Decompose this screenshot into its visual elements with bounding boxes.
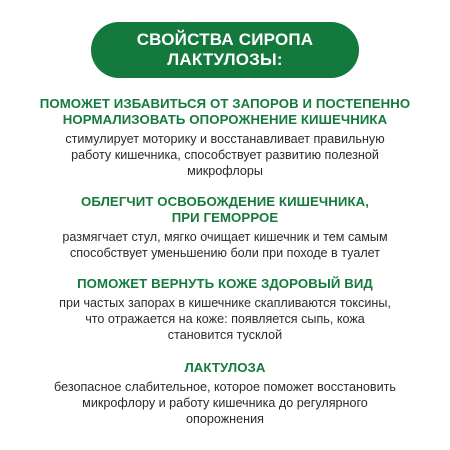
property-section-lactulose (0, 360, 450, 427)
section-heading (0, 96, 450, 128)
section-heading-line: ПОМОЖЕТ ИЗБАВИТЬСЯ ОТ ЗАПОРОВ И ПОСТЕПЕННО (39, 96, 411, 111)
section-text-line: размягчает стул, мягко очищает кишечник и тем самым (62, 230, 388, 244)
section-heading-line: НОРМАЛИЗОВАТЬ ОПОРОЖНЕНИЕ КИШЕЧНИКА (62, 112, 388, 127)
section-text-line: способствует уменьшению боли при походе в туалет (69, 246, 381, 260)
section-text-line: работу кишечника, способствует развитию полезной (71, 148, 379, 162)
section-heading-line: ЛАКТУЛОЗА (184, 360, 266, 375)
title-banner (91, 22, 359, 78)
title-line-2: ЛАКТУЛОЗЫ: (167, 50, 283, 69)
property-section-constipation (0, 96, 450, 179)
section-text (0, 295, 450, 343)
section-heading-line: ОБЛЕГЧИТ ОСВОБОЖДЕНИЕ КИШЕЧНИКА, (80, 194, 370, 209)
title-line-1: СВОЙСТВА СИРОПА (136, 30, 314, 49)
section-text-line: становится тусклой (167, 328, 283, 342)
section-text-line: микрофлору и работу кишечника до регулярного (82, 396, 368, 410)
section-heading-line: ПОМОЖЕТ ВЕРНУТЬ КОЖЕ ЗДОРОВЫЙ ВИД (77, 276, 373, 291)
section-text-line: микрофлоры (187, 164, 263, 178)
section-text (0, 131, 450, 179)
section-heading (0, 276, 450, 292)
section-text-line: стимулирует моторику и восстанавливает правильную (65, 132, 385, 146)
section-text-line: при частых запорах в кишечнике скапливаются токсины, (59, 296, 391, 310)
section-text-line: безопасное слабительное, которое поможет восстановить (54, 380, 396, 394)
section-heading (0, 360, 450, 376)
section-text (0, 229, 450, 261)
property-section-hemorrhoids (0, 194, 450, 261)
section-text (0, 379, 450, 427)
section-heading (0, 194, 450, 226)
section-heading-line: ПРИ ГЕМОРРОЕ (171, 210, 279, 225)
section-text-line: что отражается на коже: появляется сыпь, кожа (85, 312, 365, 326)
section-text-line: опорожнения (186, 412, 264, 426)
property-section-skin (0, 276, 450, 343)
